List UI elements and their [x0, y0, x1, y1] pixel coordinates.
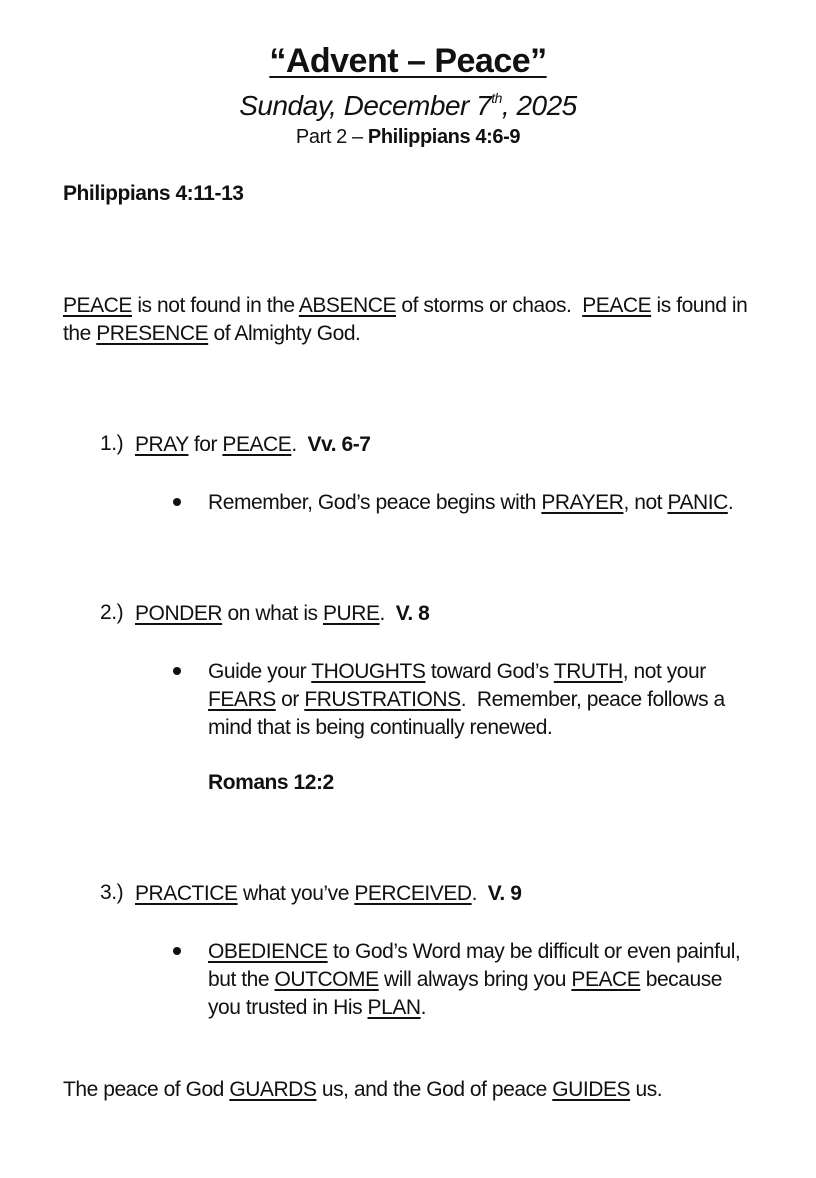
point-2-ref: V. 8	[395, 602, 430, 625]
bullet-icon	[173, 498, 181, 506]
bullet-icon	[173, 947, 181, 955]
point-1-heading	[135, 431, 371, 459]
closing-text: The peace of God	[63, 1078, 230, 1101]
fill-word: GUARDS	[229, 1078, 317, 1101]
bullet-text: will always bring you	[378, 968, 572, 991]
closing-text: us, and the God of peace	[316, 1078, 553, 1101]
fill-word: PERCEIVED	[354, 882, 472, 905]
bullet-text: , not your	[622, 660, 706, 683]
peace-statement-line-1	[63, 292, 747, 320]
point-1-number: 1.)	[100, 432, 124, 455]
statement-text: the	[63, 322, 97, 345]
point-2-bullet-line-1	[208, 658, 706, 686]
fill-word: THOUGHTS	[311, 660, 426, 683]
closing-statement	[63, 1076, 662, 1104]
peace-statement-line-2	[63, 320, 360, 348]
sermon-date	[0, 90, 816, 122]
point-3-number: 3.)	[100, 881, 124, 904]
bullet-text: .	[727, 491, 734, 514]
bullet-text: .	[420, 996, 426, 1019]
bullet-text: . Remember, peace follows a	[460, 688, 725, 711]
fill-word: PRESENCE	[96, 322, 209, 345]
point-1-bullet	[208, 489, 733, 517]
fill-word: PLAN	[367, 996, 421, 1019]
heading-text: on what is	[222, 602, 323, 625]
statement-text: is found in	[651, 294, 748, 317]
fill-word: PRAY	[135, 433, 189, 456]
bullet-text: because	[640, 968, 722, 991]
point-2-bullet-line-3: mind that is being continually renewed.	[208, 716, 553, 739]
fill-word: PRAYER	[541, 491, 624, 514]
fill-word: PRACTICE	[135, 882, 238, 905]
fill-word: TRUTH	[553, 660, 623, 683]
heading-text: .	[291, 433, 308, 456]
bullet-text: Guide your	[208, 660, 312, 683]
fill-word: FEARS	[208, 688, 276, 711]
sermon-title-text: “Advent – Peace”	[269, 42, 547, 80]
fill-word: PEACE	[222, 433, 292, 456]
fill-word: ABSENCE	[298, 294, 397, 317]
fill-word: PEACE	[63, 294, 132, 317]
point-3-bullet-line-2	[208, 966, 722, 994]
fill-word: FRUSTRATIONS	[304, 688, 461, 711]
part-prefix: Part 2 –	[295, 126, 368, 148]
point-3-bullet-line-1	[208, 938, 740, 966]
bullet-text: Remember, God’s peace begins with	[208, 491, 542, 514]
bullet-text: to God’s Word may be difficult or even painful,	[327, 940, 741, 963]
heading-text: what you’ve	[237, 882, 355, 905]
bullet-text: but the	[208, 968, 275, 991]
point-2-heading	[135, 600, 429, 628]
point-2-extra-ref: Romans 12:2	[208, 771, 334, 794]
bullet-text: toward God’s	[425, 660, 554, 683]
sermon-title	[0, 42, 816, 81]
heading-text: .	[379, 602, 396, 625]
fill-word: PANIC	[667, 491, 728, 514]
fill-word: OUTCOME	[274, 968, 379, 991]
sermon-part	[0, 126, 816, 149]
point-2-bullet-line-2	[208, 686, 725, 714]
fill-word: PEACE	[571, 968, 641, 991]
fill-word: PURE	[322, 602, 380, 625]
fill-word: GUIDES	[552, 1078, 631, 1101]
point-1-ref: Vv. 6-7	[307, 433, 371, 456]
date-prefix: Sunday, December 7	[239, 90, 492, 121]
fill-word: OBEDIENCE	[208, 940, 328, 963]
part-scripture-ref: Philippians 4:6-9	[367, 126, 521, 148]
point-3-ref: V. 9	[487, 882, 522, 905]
bullet-text: or	[275, 688, 305, 711]
bullet-text: , not	[623, 491, 668, 514]
statement-text: is not found in the	[131, 294, 299, 317]
closing-text: us.	[630, 1078, 663, 1101]
fill-word: PEACE	[582, 294, 652, 317]
intro-scripture-ref: Philippians 4:11-13	[63, 182, 244, 205]
point-3-bullet-line-3	[208, 994, 426, 1022]
heading-text: for	[188, 433, 223, 456]
statement-text: of storms or chaos.	[396, 294, 583, 317]
heading-text: .	[471, 882, 488, 905]
date-suffix: , 2025	[501, 90, 577, 121]
statement-text: of Almighty God.	[208, 322, 361, 345]
fill-word: PONDER	[135, 602, 223, 625]
point-2-number: 2.)	[100, 601, 124, 624]
bullet-text: you trusted in His	[208, 996, 368, 1019]
date-ordinal: th	[491, 90, 502, 106]
point-3-heading	[135, 880, 521, 908]
bullet-icon	[173, 667, 181, 675]
